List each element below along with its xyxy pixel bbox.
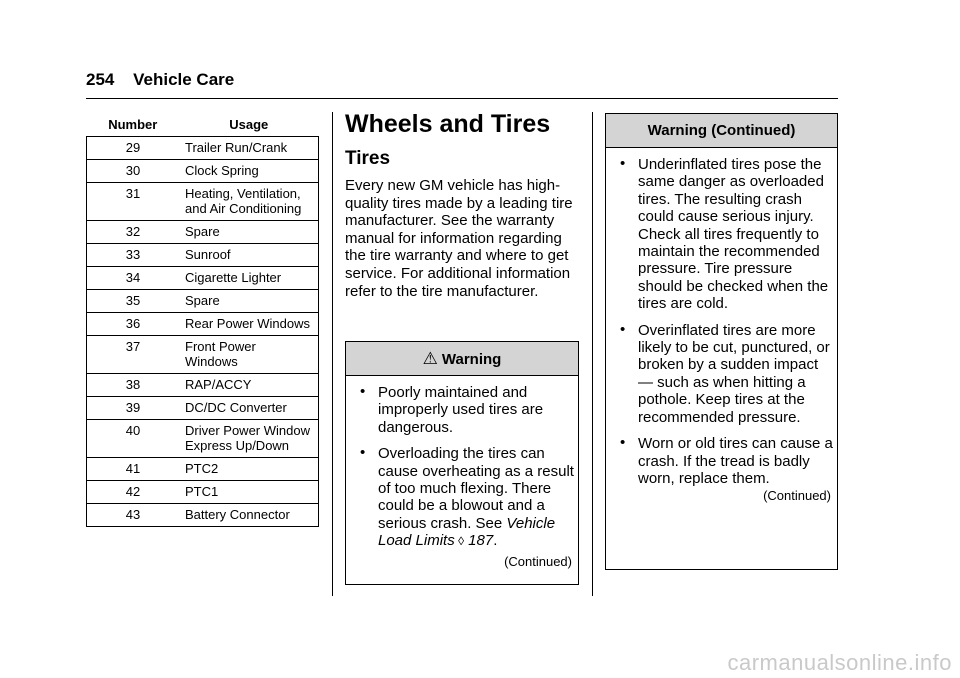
table-row xyxy=(87,374,319,397)
fuse-number-cell: 39 xyxy=(87,397,180,420)
bullet: • xyxy=(620,155,626,172)
column-divider-right xyxy=(592,112,593,596)
fuse-usage-cell: RAP/ACCY xyxy=(179,374,319,397)
fuse-usage-cell: Trailer Run/Crank xyxy=(179,137,319,160)
fuse-usage-cell: Front Power Windows xyxy=(179,336,319,374)
fuse-usage-cell: PTC2 xyxy=(179,458,319,481)
table-row xyxy=(87,336,319,374)
fuse-number-cell: 31 xyxy=(87,183,180,221)
bullet: • xyxy=(360,444,366,462)
fuse-number-cell: 35 xyxy=(87,290,180,313)
fuse-usage-cell: PTC1 xyxy=(179,481,319,504)
fuse-usage-cell: Clock Spring xyxy=(179,160,319,183)
table-row xyxy=(87,290,319,313)
page-number: 254 xyxy=(86,70,115,89)
tires-subtitle: Tires xyxy=(345,148,391,169)
table-row xyxy=(87,313,319,336)
fuse-number-cell: 40 xyxy=(87,420,180,458)
column-header-usage: Usage xyxy=(179,112,319,137)
fuse-usage-cell: Heating, Ventilation, and Air Conditioning xyxy=(179,183,319,221)
fuse-number-cell: 29 xyxy=(87,137,180,160)
table-header-row xyxy=(87,112,319,137)
fuse-usage-cell: Rear Power Windows xyxy=(179,313,319,336)
page-ref-number[interactable]: 187 xyxy=(468,532,494,550)
warning-item xyxy=(606,322,837,426)
warning-item-text: Underinflated tires pose the same danger as overloaded tires. The resulting crash could cause serious injury. Check all tires frequently to maintain the recommended pressure. Tire pressure should be checked when the tires are cold. xyxy=(638,156,829,313)
table-row xyxy=(87,397,319,420)
fuse-number-cell: 41 xyxy=(87,458,180,481)
continued-label: (Continued) xyxy=(763,488,831,504)
fuse-usage-cell: Battery Connector xyxy=(179,504,319,527)
fuse-number-cell: 42 xyxy=(87,481,180,504)
punctuation: . xyxy=(493,532,498,550)
fuse-number-cell: 36 xyxy=(87,313,180,336)
bullet: • xyxy=(620,320,626,338)
page-ref-arrow-icon: ◊ xyxy=(458,534,464,549)
fuse-usage-cell: DC/DC Converter xyxy=(179,397,319,420)
bullet: • xyxy=(360,383,366,400)
warning-continued-box xyxy=(605,113,838,570)
table-row xyxy=(87,458,319,481)
warning-title: Warning xyxy=(441,351,502,368)
warning-item xyxy=(606,435,837,487)
fuse-usage-cell: Driver Power Window Express Up/Down xyxy=(179,420,319,458)
table-row xyxy=(87,244,319,267)
section-title-header: Vehicle Care xyxy=(133,70,235,89)
warning-item-text: Overinflated tires are more likely to be cut, punctured, or broken by a sudden impact — such as when hitting a pothole. Keep tires at the recommended pressure. xyxy=(638,321,830,426)
bullet: • xyxy=(620,434,626,452)
fuse-number-cell: 30 xyxy=(87,160,180,183)
table-row xyxy=(87,420,319,458)
fuse-usage-cell: Spare xyxy=(179,221,319,244)
fuse-usage-cell: Cigarette Lighter xyxy=(179,267,319,290)
warning-box xyxy=(345,341,579,585)
warning-item-text: Worn or old tires can cause a crash. If the tread is badly worn, replace them. xyxy=(638,435,833,487)
fuse-usage-cell: Sunroof xyxy=(179,244,319,267)
fuse-usage-table xyxy=(86,112,319,527)
table-row xyxy=(87,221,319,244)
warning-header xyxy=(346,342,578,376)
wheels-and-tires-title: Wheels and Tires xyxy=(345,110,551,138)
watermark: carmanualsonline.info xyxy=(727,650,952,675)
warning-item-text: Overloading the tires can cause overheating as a result of too much flexing. There could be a blowout and a serious crash. See xyxy=(378,445,574,532)
fuse-table-body xyxy=(87,137,319,527)
warning-list xyxy=(346,376,578,551)
warning-item xyxy=(346,384,578,436)
fuse-number-cell: 34 xyxy=(87,267,180,290)
page-header xyxy=(86,70,234,90)
table-row xyxy=(87,183,319,221)
fuse-number-cell: 33 xyxy=(87,244,180,267)
header-rule xyxy=(86,98,838,99)
table-row xyxy=(87,504,319,527)
column-header-number: Number xyxy=(87,112,180,137)
warning-continued-list xyxy=(606,148,837,487)
column-divider-left xyxy=(332,112,333,596)
fuse-number-cell: 43 xyxy=(87,504,180,527)
fuse-number-cell: 37 xyxy=(87,336,180,374)
fuse-number-cell: 38 xyxy=(87,374,180,397)
fuse-usage-cell: Spare xyxy=(179,290,319,313)
table-row xyxy=(87,481,319,504)
continued-label: (Continued) xyxy=(504,553,572,569)
table-row xyxy=(87,137,319,160)
warning-continued-header: Warning (Continued) xyxy=(606,114,837,148)
warning-item-text: Poorly maintained and improperly used tires are dangerous. xyxy=(378,384,544,436)
tires-paragraph: Every new GM vehicle has high-quality tires made by a leading tire manufacturer. See the warranty manual for information regarding the tire warranty and where to get service. For additional information refer to the tire manufacturer. xyxy=(345,177,573,300)
warning-item xyxy=(606,156,837,313)
fuse-number-cell: 32 xyxy=(87,221,180,244)
warning-icon: ⚠ xyxy=(422,349,438,368)
warning-item xyxy=(346,445,578,550)
table-row xyxy=(87,160,319,183)
table-row xyxy=(87,267,319,290)
vehicle-load-limits-link[interactable]: Vehicle Load Limits xyxy=(378,514,556,550)
